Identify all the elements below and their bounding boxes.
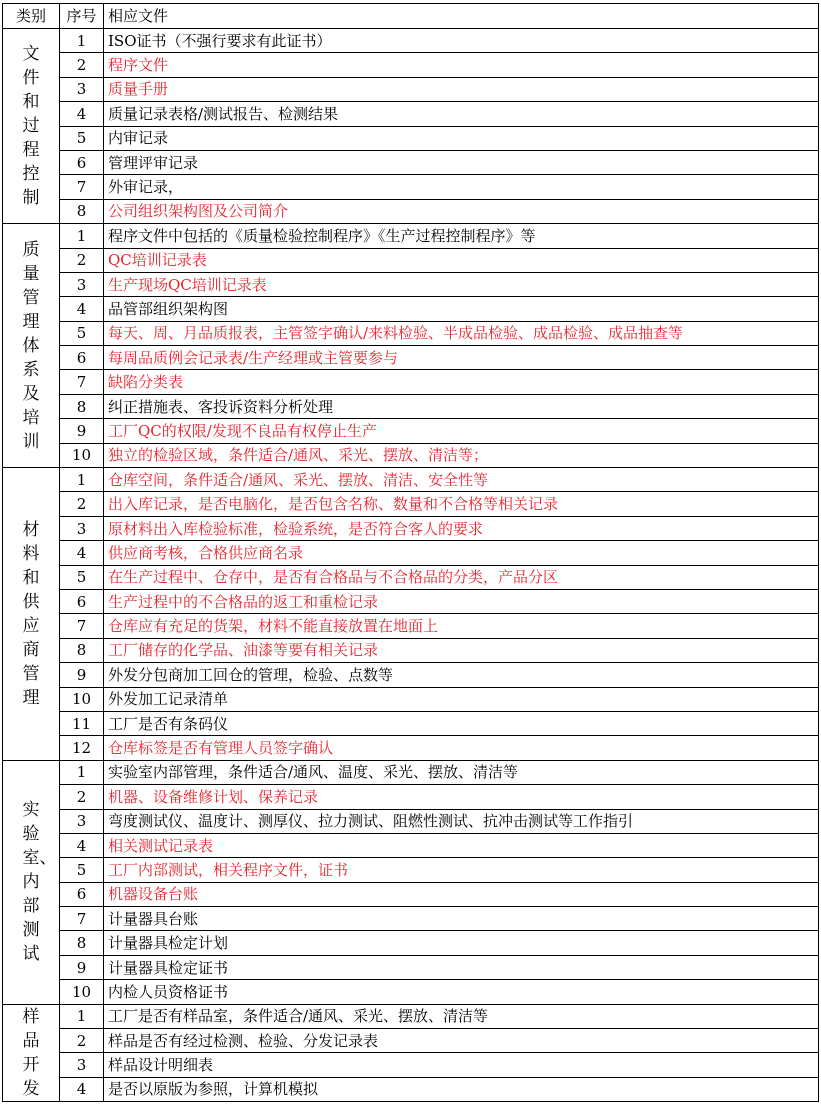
document-cell[interactable]: 质量手册 xyxy=(104,77,819,101)
document-cell[interactable]: 外发加工记录清单 xyxy=(104,687,819,711)
table-row xyxy=(3,980,819,1004)
item-number-cell[interactable]: 1 xyxy=(60,1004,104,1028)
table-row xyxy=(3,589,819,613)
table-row xyxy=(3,272,819,296)
document-cell[interactable]: 计量器具检定证书 xyxy=(104,955,819,979)
item-number-cell[interactable]: 8 xyxy=(60,394,104,418)
document-cell[interactable]: 公司组织架构图及公司简介 xyxy=(104,199,819,223)
item-number-cell[interactable]: 9 xyxy=(60,955,104,979)
document-cell[interactable]: 内检人员资格证书 xyxy=(104,980,819,1004)
item-number-cell[interactable]: 6 xyxy=(60,150,104,174)
category-cell[interactable] xyxy=(3,29,60,224)
document-cell[interactable]: 是否以原版为参照，计算机模拟 xyxy=(104,1077,819,1101)
document-cell[interactable]: 仓库空间，条件适合/通风、采光、摆放、清洁、安全性等 xyxy=(104,468,819,492)
item-number-cell[interactable]: 5 xyxy=(60,565,104,589)
category-label: 实验室、内部测试 xyxy=(22,800,57,965)
table-row xyxy=(3,297,819,321)
item-number-cell[interactable]: 4 xyxy=(60,102,104,126)
item-number-cell[interactable]: 2 xyxy=(60,1029,104,1053)
header-category[interactable]: 类别 xyxy=(3,4,60,29)
item-number-cell[interactable]: 11 xyxy=(60,711,104,735)
table-row xyxy=(3,492,819,516)
table-row xyxy=(3,931,819,955)
table-row xyxy=(3,370,819,394)
checklist-table xyxy=(2,3,819,1102)
category-label: 样品开发 xyxy=(22,1006,40,1099)
document-cell[interactable]: 供应商考核，合格供应商名录 xyxy=(104,541,819,565)
table-row xyxy=(3,248,819,272)
table-row xyxy=(3,858,819,882)
item-number-cell[interactable]: 5 xyxy=(60,858,104,882)
document-cell[interactable]: 每周品质例会记录表/生产经理或主管要参与 xyxy=(104,346,819,370)
category-cell[interactable] xyxy=(3,1004,60,1102)
table-row xyxy=(3,809,819,833)
item-number-cell[interactable]: 2 xyxy=(60,248,104,272)
item-number-cell[interactable]: 4 xyxy=(60,297,104,321)
document-cell[interactable]: 工厂QC的权限/发现不良品有权停止生产 xyxy=(104,419,819,443)
table-row xyxy=(3,516,819,540)
checklist-body xyxy=(3,29,819,1102)
item-number-cell[interactable]: 7 xyxy=(60,907,104,931)
item-number-cell[interactable]: 3 xyxy=(60,272,104,296)
document-cell[interactable]: 机器、设备维修计划、保养记录 xyxy=(104,785,819,809)
item-number-cell[interactable]: 5 xyxy=(60,126,104,150)
document-cell[interactable]: 出入库记录，是否电脑化，是否包含名称、数量和不合格等相关记录 xyxy=(104,492,819,516)
document-cell[interactable]: 仓库应有充足的货架，材料不能直接放置在地面上 xyxy=(104,614,819,638)
item-number-cell[interactable]: 4 xyxy=(60,541,104,565)
table-row xyxy=(3,1077,819,1101)
header-document[interactable]: 相应文件 xyxy=(104,4,819,29)
item-number-cell[interactable]: 6 xyxy=(60,346,104,370)
document-cell[interactable]: 实验室内部管理，条件适合/通风、温度、采光、摆放、清洁等 xyxy=(104,760,819,784)
document-cell[interactable]: 弯度测试仪、温度计、测厚仪、拉力测试、阻燃性测试、抗冲击测试等工作指引 xyxy=(104,809,819,833)
document-cell[interactable]: 内审记录 xyxy=(104,126,819,150)
table-row xyxy=(3,785,819,809)
document-cell[interactable]: 外审记录， xyxy=(104,175,819,199)
document-cell[interactable]: 生产现场QC培训记录表 xyxy=(104,272,819,296)
document-cell[interactable]: 机器设备台账 xyxy=(104,882,819,906)
item-number-cell[interactable]: 6 xyxy=(60,882,104,906)
table-row xyxy=(3,53,819,77)
table-row xyxy=(3,175,819,199)
document-cell[interactable]: 样品设计明细表 xyxy=(104,1053,819,1077)
table-row xyxy=(3,687,819,711)
item-number-cell[interactable]: 5 xyxy=(60,321,104,345)
table-row xyxy=(3,711,819,735)
document-cell[interactable]: 生产过程中的不合格品的返工和重检记录 xyxy=(104,589,819,613)
item-number-cell[interactable]: 10 xyxy=(60,980,104,1004)
document-cell[interactable]: 品管部组织架构图 xyxy=(104,297,819,321)
item-number-cell[interactable]: 1 xyxy=(60,224,104,248)
document-cell[interactable]: 缺陷分类表 xyxy=(104,370,819,394)
item-number-cell[interactable]: 4 xyxy=(60,833,104,857)
table-row xyxy=(3,126,819,150)
document-cell[interactable]: 原材料出入库检验标准，检验系统，是否符合客人的要求 xyxy=(104,516,819,540)
document-cell[interactable]: 每天、周、月品质报表，主管签字确认/来料检验、半成品检验、成品检验、成品抽查等 xyxy=(104,321,819,345)
category-label: 材料和供应商管理 xyxy=(22,519,40,708)
table-row xyxy=(3,346,819,370)
document-cell[interactable]: 程序文件 xyxy=(104,53,819,77)
table-row xyxy=(3,565,819,589)
item-number-cell[interactable]: 1 xyxy=(60,468,104,492)
document-cell[interactable]: 质量记录表格/测试报告、检测结果 xyxy=(104,102,819,126)
table-row xyxy=(3,907,819,931)
table-row xyxy=(3,1053,819,1077)
document-cell[interactable]: 程序文件中包括的《质量检验控制程序》《生产过程控制程序》等 xyxy=(104,224,819,248)
document-cell[interactable]: 在生产过程中、仓存中，是否有合格品与不合格品的分类，产品分区 xyxy=(104,565,819,589)
table-row xyxy=(3,882,819,906)
item-number-cell[interactable]: 7 xyxy=(60,614,104,638)
item-number-cell[interactable]: 1 xyxy=(60,29,104,53)
document-cell[interactable]: 工厂储存的化学品、油漆等要有相关记录 xyxy=(104,638,819,662)
table-row xyxy=(3,1004,819,1028)
table-row xyxy=(3,29,819,53)
table-row xyxy=(3,102,819,126)
table-row xyxy=(3,150,819,174)
item-number-cell[interactable]: 10 xyxy=(60,687,104,711)
document-cell[interactable]: 管理评审记录 xyxy=(104,150,819,174)
item-number-cell[interactable]: 4 xyxy=(60,1077,104,1101)
document-cell[interactable]: ISO证书（不强行要求有此证书） xyxy=(104,29,819,53)
category-label: 质量管理体系及培训 xyxy=(22,239,40,452)
table-row xyxy=(3,394,819,418)
table-row xyxy=(3,468,819,492)
item-number-cell[interactable]: 12 xyxy=(60,736,104,760)
document-cell[interactable]: 工厂是否有条码仪 xyxy=(104,711,819,735)
item-number-cell[interactable]: 8 xyxy=(60,638,104,662)
table-row xyxy=(3,638,819,662)
header-index[interactable]: 序号 xyxy=(60,4,104,29)
document-cell[interactable]: 外发分包商加工回仓的管理，检验、点数等 xyxy=(104,663,819,687)
table-row xyxy=(3,736,819,760)
table-row xyxy=(3,419,819,443)
table-row xyxy=(3,614,819,638)
header-row xyxy=(3,4,819,29)
table-row xyxy=(3,1029,819,1053)
table-row xyxy=(3,77,819,101)
table-row xyxy=(3,760,819,784)
item-number-cell[interactable]: 2 xyxy=(60,492,104,516)
item-number-cell[interactable]: 3 xyxy=(60,516,104,540)
table-row xyxy=(3,443,819,467)
item-number-cell[interactable]: 10 xyxy=(60,443,104,467)
item-number-cell[interactable]: 3 xyxy=(60,809,104,833)
table-row xyxy=(3,199,819,223)
document-cell[interactable]: 样品是否有经过检测、检验、分发记录表 xyxy=(104,1029,819,1053)
category-cell[interactable] xyxy=(3,468,60,761)
document-cell[interactable]: QC培训记录表 xyxy=(104,248,819,272)
table-row xyxy=(3,663,819,687)
document-cell[interactable]: 工厂是否有样品室，条件适合/通风、采光、摆放、清洁等 xyxy=(104,1004,819,1028)
document-cell[interactable]: 相关测试记录表 xyxy=(104,833,819,857)
item-number-cell[interactable]: 2 xyxy=(60,53,104,77)
item-number-cell[interactable]: 7 xyxy=(60,370,104,394)
item-number-cell[interactable]: 6 xyxy=(60,589,104,613)
table-row xyxy=(3,955,819,979)
document-cell[interactable]: 工厂内部测试，相关程序文件，证书 xyxy=(104,858,819,882)
item-number-cell[interactable]: 8 xyxy=(60,931,104,955)
item-number-cell[interactable]: 7 xyxy=(60,175,104,199)
document-cell[interactable]: 计量器具检定计划 xyxy=(104,931,819,955)
category-label: 文件和过程控制 xyxy=(22,44,40,209)
item-number-cell[interactable]: 9 xyxy=(60,663,104,687)
table-row xyxy=(3,321,819,345)
item-number-cell[interactable]: 9 xyxy=(60,419,104,443)
item-number-cell[interactable]: 8 xyxy=(60,199,104,223)
document-cell[interactable]: 独立的检验区域，条件适合/通风、采光、摆放、清洁等； xyxy=(104,443,819,467)
table-row xyxy=(3,541,819,565)
category-cell[interactable] xyxy=(3,760,60,1004)
document-cell[interactable]: 计量器具台账 xyxy=(104,907,819,931)
document-cell[interactable]: 纠正措施表、客投诉资料分析处理 xyxy=(104,394,819,418)
category-cell[interactable] xyxy=(3,224,60,468)
item-number-cell[interactable]: 1 xyxy=(60,760,104,784)
item-number-cell[interactable]: 2 xyxy=(60,785,104,809)
table-row xyxy=(3,224,819,248)
table-row xyxy=(3,833,819,857)
item-number-cell[interactable]: 3 xyxy=(60,77,104,101)
document-cell[interactable]: 仓库标签是否有管理人员签字确认 xyxy=(104,736,819,760)
item-number-cell[interactable]: 3 xyxy=(60,1053,104,1077)
